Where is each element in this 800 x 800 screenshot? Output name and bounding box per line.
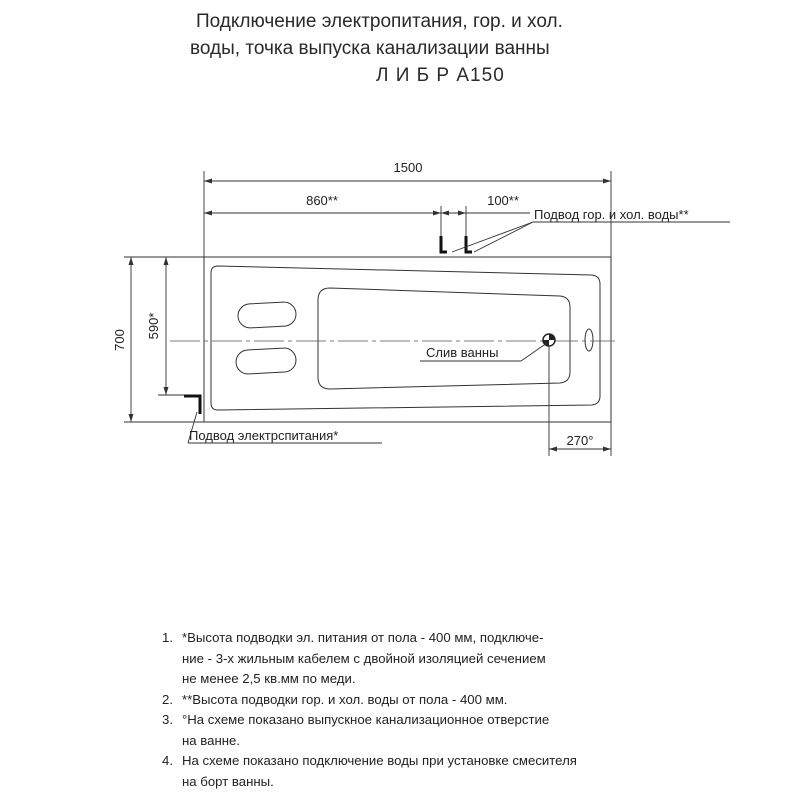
dim-drain-offset: 270° xyxy=(566,433,594,448)
dim-height-power: 590* xyxy=(146,312,161,340)
footnote-text: на ванне. xyxy=(182,732,241,748)
footnote-number: 4. xyxy=(162,753,173,768)
dim-height-total: 700 xyxy=(112,329,127,351)
footnote-number: 2. xyxy=(162,691,173,707)
footnote-number: 1. xyxy=(162,630,173,645)
title-line-2: воды, точка выпуска канализации ванны xyxy=(190,38,550,59)
dim-water-offset: 860** xyxy=(306,193,338,208)
label-water-supply: Подвод гор. и хол. воды** xyxy=(534,207,689,222)
footnote-text: °На схеме показано выпускное канализационное отверстие xyxy=(182,712,550,727)
title-line-1: Подключение электропитания, гор. и хол. xyxy=(196,11,563,32)
dim-water-spacing: 100** xyxy=(487,193,519,208)
footnote-number: 3. xyxy=(162,712,173,727)
power-supply-connector xyxy=(184,396,200,414)
footnote-text: ние - 3-х жильным кабелем с двойной изоляцией сечением xyxy=(182,650,546,666)
water-supply-pipes xyxy=(441,236,472,252)
footnote-4 xyxy=(162,751,722,792)
footnote-text: **Высота подводки гор. и хол. воды от пола - 400 мм. xyxy=(182,691,508,707)
label-power-supply: Подвод электрспитания* xyxy=(189,428,339,443)
footnotes xyxy=(162,628,722,792)
label-drain: Слив ванны xyxy=(426,345,499,360)
headrest-grip-upper xyxy=(237,301,296,328)
dim-total-length: 1500 xyxy=(393,160,423,175)
footnote-text: На схеме показано подключение воды при установке смесителя xyxy=(182,753,577,768)
footnote-1 xyxy=(162,628,722,690)
overflow-hole xyxy=(585,329,593,351)
headrest-grip-lower xyxy=(235,347,296,374)
footnote-2 xyxy=(162,690,722,711)
title-line-3: Л И Б Р А150 xyxy=(376,65,505,86)
footnote-3 xyxy=(162,710,722,751)
bathtub-inner-rim xyxy=(211,266,600,410)
footnote-text: не менее 2,5 кв.мм по меди. xyxy=(182,671,356,686)
footnote-text: *Высота подводки эл. питания от пола - 400 мм, подключе- xyxy=(182,630,544,645)
bathtub-basin xyxy=(318,288,570,389)
footnote-text: на борт ванны. xyxy=(182,773,274,789)
